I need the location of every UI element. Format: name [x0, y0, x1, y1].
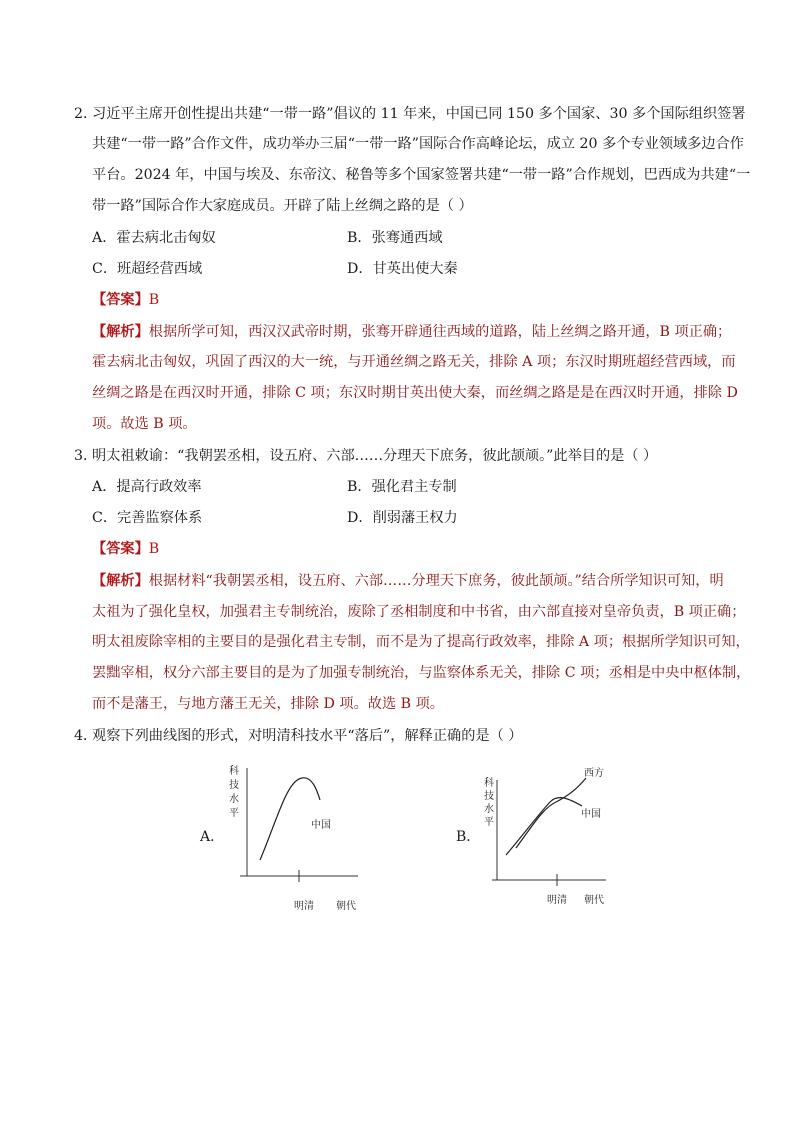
y-axis-label-char: 平	[484, 817, 494, 828]
option-b-label: B．	[456, 829, 481, 845]
x-axis-label: 朝代	[584, 895, 604, 906]
x-tick-label: 明清	[547, 895, 567, 906]
y-axis-label-char: 科	[484, 778, 494, 789]
option-c: C．完善监察体系	[92, 510, 203, 526]
question-text-line: 明太祖敕谕：“我朝罢丞相，设五府、六部……分理天下庶务，彼此颉颃。”此举目的是（ ）	[92, 448, 658, 464]
graph-b	[478, 760, 628, 920]
question-text-line: 平台。2024 年，中国与埃及、东帝汶、秘鲁等多个国家签署共建“一带一路”合作规划，巴西成为共建“一	[92, 167, 751, 183]
y-axis-label-char: 科	[229, 766, 239, 777]
question-text-line: 观察下列曲线图的形式，对明清科技水平“落后”，解释正确的是（ ）	[92, 728, 523, 744]
graph-a	[222, 760, 372, 920]
curve-label-china: 中国	[581, 809, 601, 820]
question-number: 3．	[74, 448, 98, 464]
answer-value: B	[148, 292, 160, 308]
analysis-line: 明太祖废除宰相的主要目的是强化君主专制，而不是为了提高行政效率，排除 A 项；根据所学知识可知，	[92, 634, 750, 650]
question-number: 4．	[74, 728, 98, 744]
curve-label-west: 西方	[584, 768, 604, 779]
question-text-line: 习近平主席开创性提出共建“一带一路”倡议的 11 年来，中国已同 150 多个国家、30 多个国际组织签署	[92, 106, 746, 122]
question-text-line: 带一路”国际合作大家庭成员。开辟了陆上丝绸之路的是（ ）	[92, 198, 473, 214]
y-axis-label-char: 平	[229, 808, 239, 819]
y-axis-label-char: 水	[229, 794, 239, 805]
y-axis-label-char: 技	[229, 780, 239, 791]
analysis-tag: 【解析】	[92, 324, 149, 340]
question-text-line: 共建“一带一路”合作文件，成功举办三届“一带一路”国际合作高峰论坛，成立 20 多个专业领域多边合作	[92, 136, 744, 152]
option-b: B．张骞通西域	[347, 230, 443, 246]
analysis-text: 根据所学可知，西汉汉武帝时期，张骞开辟通往西域的道路，陆上丝绸之路开通，B 项正确；	[148, 324, 732, 340]
y-axis-label-char: 水	[484, 804, 494, 815]
option-b: B．强化君主专制	[347, 479, 457, 495]
west-curve	[516, 778, 586, 848]
answer-value: B	[148, 541, 160, 557]
option-d: D．削弱藩王权力	[347, 510, 458, 526]
china-curve	[260, 778, 320, 860]
question-number: 2．	[74, 106, 98, 122]
answer-tag: 【答案】	[92, 292, 149, 308]
option-a: A．霍去病北击匈奴	[92, 230, 216, 246]
analysis-line: 项。故选 B 项。	[92, 416, 197, 432]
analysis-tag: 【解析】	[92, 573, 149, 589]
x-axis-label: 朝代	[336, 901, 356, 912]
analysis-line	[92, 571, 724, 591]
option-a: A．提高行政效率	[92, 479, 202, 495]
option-c: C．班超经营西域	[92, 261, 203, 277]
analysis-line: 太祖为了强化皇权，加强君主专制统治，废除了丞相制度和中书省，由六部直接对皇帝负责，B 项正确；	[92, 604, 746, 620]
curve-label-china: 中国	[311, 820, 331, 831]
answer-line	[92, 539, 159, 559]
analysis-line	[92, 322, 731, 342]
answer-line	[92, 290, 159, 310]
analysis-line: 而不是藩王，与地方藩王无关，排除 D 项。故选 B 项。	[92, 696, 444, 712]
analysis-text: 根据材料“我朝罢丞相，设五府、六部……分理天下庶务，彼此颉颃。”结合所学知识可知，明	[148, 573, 724, 589]
answer-tag: 【答案】	[92, 541, 149, 557]
option-d: D．甘英出使大秦	[347, 261, 458, 277]
analysis-line: 罢黜宰相，权分六部主要目的是为了加强专制统治，与监察体系无关，排除 C 项；丞相是中央中枢体制，	[92, 665, 751, 681]
y-axis-label-char: 技	[484, 791, 494, 802]
analysis-line: 霍去病北击匈奴，巩固了西汉的大一统，与开通丝绸之路无关，排除 A 项；东汉时期班超经营西域，而	[92, 354, 736, 370]
analysis-line: 丝绸之路是在西汉时开通，排除 C 项；东汉时期甘英出使大秦，而丝绸之路是是在西汉时开通，排除 D	[92, 385, 738, 401]
option-a-label: A．	[200, 829, 225, 845]
x-tick-label: 明清	[294, 901, 314, 912]
